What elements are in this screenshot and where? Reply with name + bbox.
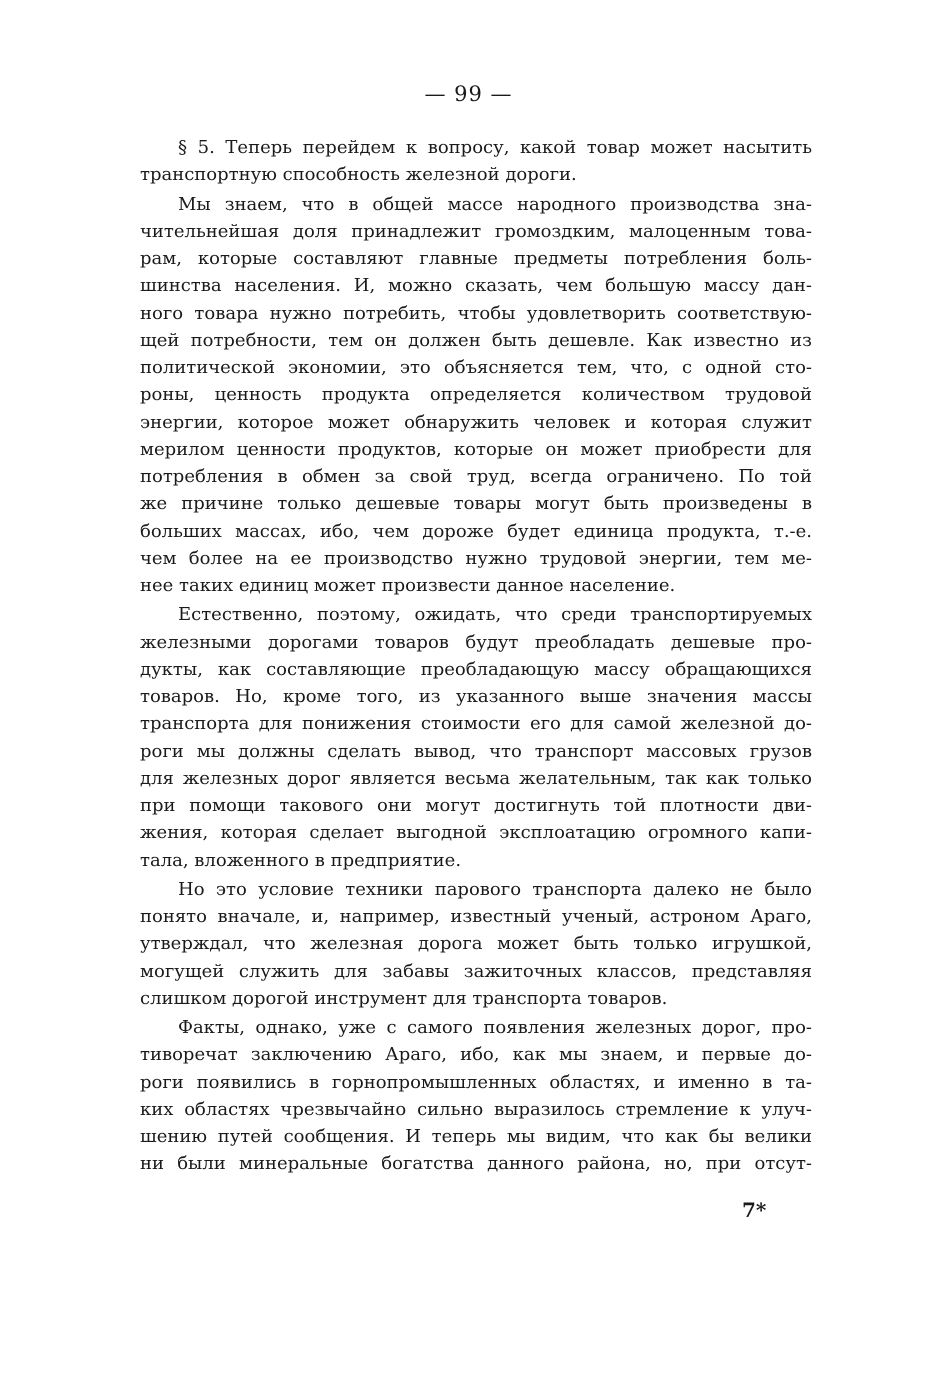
text-line: ких областях чрезвычайно сильно выразилось стремление к улуч- [140,1098,812,1120]
text-line: шению путей сообщения. И теперь мы видим, что как бы велики [140,1126,812,1147]
text-line: роны, ценность продукта определяется количеством трудовой [140,384,812,406]
text-line: политической экономии, это объясняется тем, что, с одной сто- [140,357,812,378]
text-line: слишком дорогой инструмент для транспорта товаров. [140,987,668,1009]
text-line: Мы знаем, что в общей массе народного производства зна- [178,193,812,215]
signature-mark: 7* [742,1198,767,1222]
text-line: Факты, однако, уже с самого появления железных дорог, про- [178,1017,812,1038]
paragraph [140,876,812,1012]
text-line: чем более на ее производство нужно трудовой энергии, тем ме- [140,547,812,569]
text-line: мерилом ценности продуктов, которые он может приобрести для [140,438,812,460]
text-line: ни были минеральные богатства данного района, но, при отсут- [140,1153,812,1175]
text-line: роги появились в горнопромышленных областях, и именно в та- [140,1071,812,1093]
text-line: рам, которые составляют главные предметы потребления боль- [140,248,812,269]
text-line: шинства населения. И, можно сказать, чем большую массу дан- [140,275,812,297]
page-number: — 99 — [424,82,513,106]
text-line: Естественно, поэтому, ожидать, что среди транспортируемых [178,604,812,626]
paragraph [140,191,812,600]
text-line: транспорта для понижения стоимости его для самой железной до- [140,713,812,735]
text-line: транспортную способность железной дороги. [140,164,577,186]
text-line: товаров. Но, кроме того, из указанного выше значения массы [140,686,812,707]
text-line: железными дорогами товаров будут преобладать дешевые про- [140,631,812,653]
text-line: могущей служить для забавы зажиточных классов, представляя [140,960,812,982]
text-line: нее таких единиц может произвести данное население. [140,575,676,596]
text-line: для железных дорог является весьма желательным, так как только [140,767,812,789]
body-text [140,134,812,1178]
text-line: энергии, которое может обнаружить человек и которая служит [140,411,812,433]
text-line: при помощи такового они могут достигнуть той плотности дви- [140,795,812,816]
text-line: больших массах, ибо, чем дороже будет единица продукта, т.-е. [140,520,812,542]
text-line: роги мы должны сделать вывод, что транспорт массовых грузов [140,740,812,762]
paragraph [140,601,812,874]
text-line: потребления в обмен за свой труд, всегда ограничено. По той [140,466,812,487]
text-line: дукты, как составляющие преобладающую массу обращающихся [140,658,812,680]
text-line: тиворечат заключению Араго, ибо, как мы знаем, и первые до- [140,1044,812,1066]
text-line: утверждал, что железная дорога может быть только игрушкой, [140,933,812,955]
text-line: чительнейшая доля принадлежит громоздким, малоценным това- [140,220,812,242]
text-line: тала, вложенного в предприятие. [140,849,462,871]
paragraph [140,134,812,189]
paragraph [140,1014,812,1178]
text-line: Но это условие техники парового транспорта далеко не было [178,878,812,900]
text-line: понято вначале, и, например, известный ученый, астроном Араго, [140,906,812,927]
text-line: жения, которая сделает выгодной эксплоатацию огромного капи- [140,822,812,844]
text-line: же причине только дешевые товары могут быть произведены в [140,493,812,515]
text-line: § 5. Теперь перейдем к вопросу, какой товар может насытить [178,137,812,158]
text-line: щей потребности, тем он должен быть дешевле. Как известно из [140,329,812,351]
text-line: ного товара нужно потребить, чтобы удовлетворить соответствую- [140,302,812,324]
